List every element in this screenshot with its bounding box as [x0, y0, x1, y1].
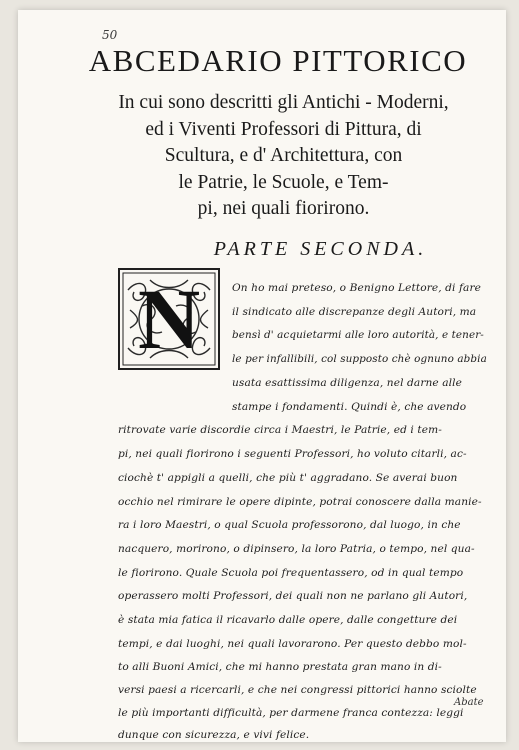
body-line: le fiorirono. Quale Scuola poi frequentassero, od in qual tempo — [118, 567, 464, 579]
body-line: to alli Buoni Amici, che mi hanno prestata gran mano in di- — [118, 661, 442, 673]
body-line: le per infallibili, col supposto chè ognuno abbia — [232, 353, 487, 365]
page-number: 50 — [102, 28, 118, 42]
body-line: è stata mia fatica il ricavarlo dalle opere, dalle congetture dei — [118, 614, 458, 626]
body-line: ritrovate varie discordie circa i Maestri, le Patrie, ed i tem- — [118, 424, 442, 436]
body-line: pi, nei quali fiorirono i seguenti Professori, ho voluto citarli, ac- — [118, 448, 467, 460]
catchword: Abate — [454, 697, 484, 708]
body-line: usata esattissima diligenza, nel darne alle — [232, 377, 463, 389]
body-line: operassero molti Professori, dei quali non ne parlano gli Autori, — [118, 590, 468, 602]
body-line: versi paesi a ricercarli, e che nei congressi pittorici hanno sciolte — [118, 684, 477, 696]
subtitle-line: ed i Viventi Professori di Pittura, di — [145, 118, 422, 140]
body-line: tempi, e dai luoghi, nei quali lavorarono. Per questo debbo mol- — [118, 638, 467, 650]
body-text — [18, 10, 506, 742]
part-heading: PARTE SECONDA. — [213, 238, 428, 260]
body-line: ra i loro Maestri, o qual Scuola professorono, dal luogo, in che — [118, 519, 461, 531]
body-line: ciochè t' appigli a quelli, che più t' aggradano. Se averai buon — [118, 472, 458, 484]
body-line: nacquero, morirono, o dipinsero, la loro Patria, o tempo, nel qua- — [118, 543, 475, 555]
body-line: occhio nel rimirare le opere dipinte, potrai conoscere dalla manie- — [118, 496, 482, 508]
body-line: le più importanti difficultà, per darmene franca contezza: leggi — [118, 707, 464, 719]
body-line: il sindicato alle discrepanze degli Autori, ma — [232, 306, 477, 318]
body-line: bensì d' acquietarmi alle loro autorità, e tener- — [232, 329, 484, 341]
drop-cap-letter: N — [137, 271, 201, 367]
page-title: ABCEDARIO PITTORICO — [88, 43, 468, 78]
body-line: stampe i fondamenti. Quindi è, che avendo — [232, 401, 467, 413]
subtitle-line: pi, nei quali fiorirono. — [197, 198, 370, 219]
body-line: On ho mai preteso, o Benigno Lettore, di fare — [232, 282, 481, 294]
subtitle-line: In cui sono descritti gli Antichi - Moderni, — [118, 92, 449, 113]
subtitle-line: Scultura, e d' Architettura, con — [164, 145, 403, 166]
book-page — [18, 10, 506, 742]
body-line: dunque con sicurezza, e vivi felice. — [118, 729, 310, 741]
subtitle-line: le Patrie, le Scuole, e Tem- — [178, 171, 389, 193]
